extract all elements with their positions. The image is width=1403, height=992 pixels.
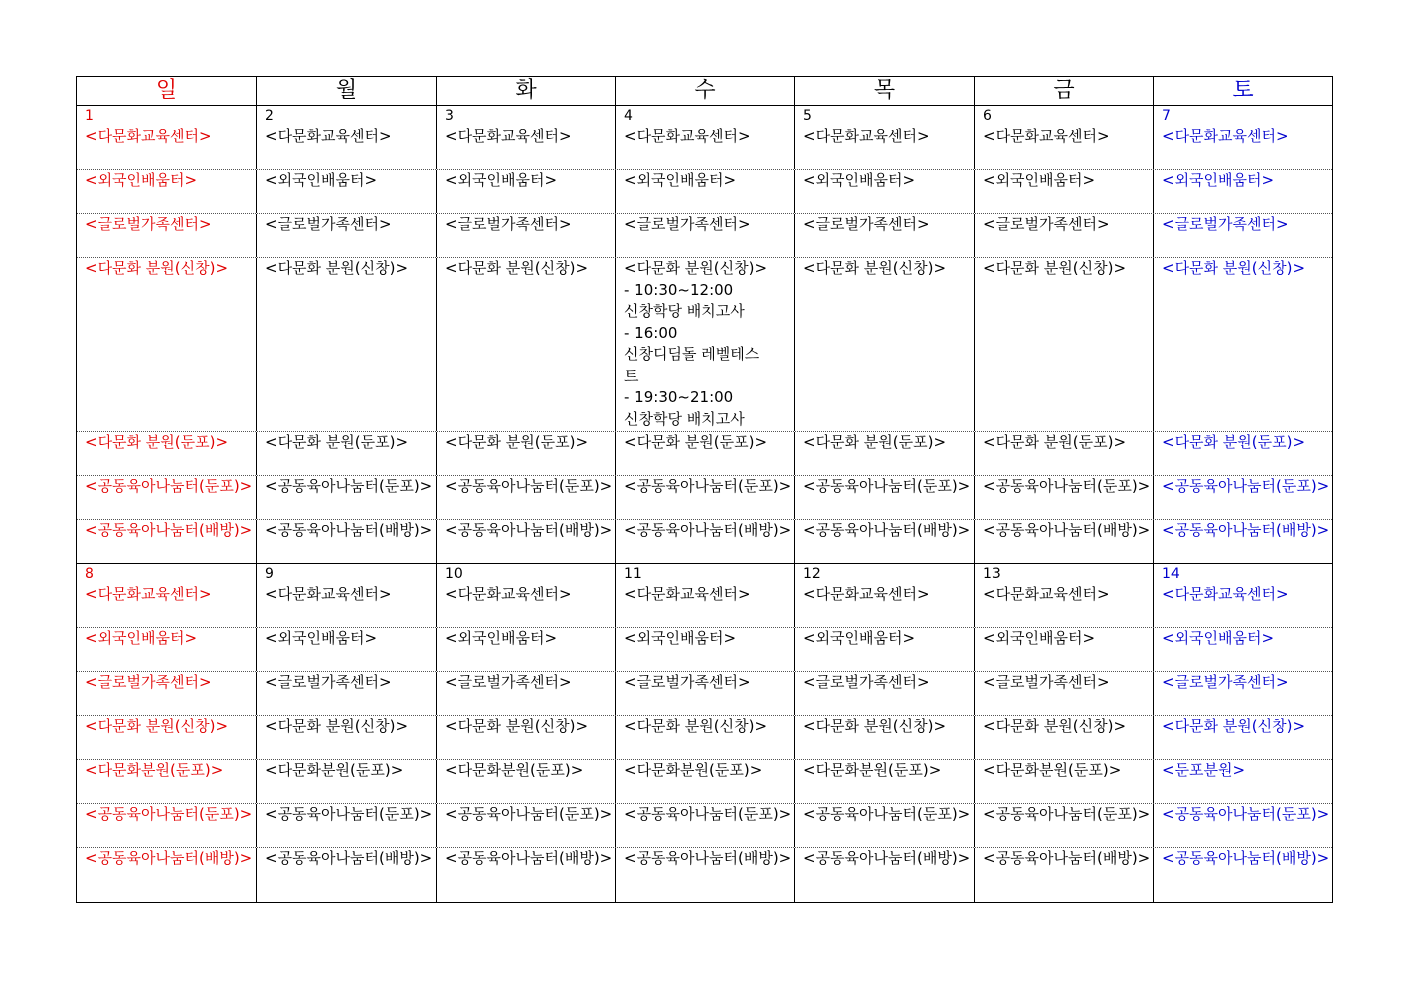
event-cell: <외국인배움터> (616, 170, 795, 213)
week2-event-row (77, 804, 1332, 848)
event-cell: <글로벌가족센터> (257, 672, 437, 715)
week1-event-row (77, 476, 1332, 520)
weekday-tue: 화 (437, 77, 616, 105)
event-cell: <다문화분원(둔포)> (795, 760, 975, 803)
event-cell: <다문화교육센터> (257, 126, 437, 169)
event-cell: <다문화교육센터> (77, 126, 257, 169)
date-cell: 9 (257, 564, 437, 584)
schedule-line: - 10:30~12:00 (624, 280, 734, 299)
event-cell: <글로벌가족센터> (975, 672, 1154, 715)
event-cell: <다문화교육센터> (257, 584, 437, 627)
calendar-table (76, 76, 1333, 903)
schedule-line: 신창학당 배치고사 (624, 302, 745, 320)
event-cell: <글로벌가족센터> (437, 672, 616, 715)
schedule-line: 신창디딤돌 레벨테스 (624, 345, 760, 363)
date-cell: 12 (795, 564, 975, 584)
date-cell: 13 (975, 564, 1154, 584)
event-cell: <다문화교육센터> (795, 584, 975, 627)
event-cell: <다문화 분원(신창)> (616, 716, 795, 759)
week2-event-row (77, 848, 1332, 902)
event-cell: <다문화 분원(신창)> (975, 716, 1154, 759)
event-cell: <다문화분원(둔포)> (257, 760, 437, 803)
weekday-thu: 목 (795, 77, 975, 105)
event-cell: <둔포분원> (1162, 761, 1246, 779)
week2-event-row (77, 584, 1332, 628)
event-cell: <외국인배움터> (975, 170, 1154, 213)
event-cell: <글로벌가족센터> (616, 214, 795, 257)
event-cell: <다문화교육센터> (1162, 127, 1289, 145)
event-cell: <글로벌가족센터> (257, 214, 437, 257)
event-cell: <글로벌가족센터> (975, 214, 1154, 257)
week2-event-row (77, 628, 1332, 672)
event-cell: <외국인배움터> (616, 628, 795, 671)
event-cell: <외국인배움터> (77, 628, 257, 671)
event-cell: <공동육아나눔터(둔포)> (795, 476, 975, 519)
week1-event-row (77, 214, 1332, 258)
event-cell: <글로벌가족센터> (616, 672, 795, 715)
event-cell: <외국인배움터> (257, 628, 437, 671)
event-cell: <다문화 분원(신창)> (77, 258, 257, 431)
event-cell: <공동육아나눔터(배방)> (1162, 849, 1330, 867)
event-cell: <다문화 분원(신창)> (1162, 259, 1306, 277)
event-cell: <다문화 분원(신창)> (77, 716, 257, 759)
event-cell: <공동육아나눔터(배방)> (77, 848, 257, 902)
event-cell: <다문화교육센터> (437, 584, 616, 627)
event-cell: <글로벌가족센터> (1162, 215, 1289, 233)
event-cell: <글로벌가족센터> (437, 214, 616, 257)
event-cell: <공동육아나눔터(둔포)> (975, 476, 1154, 519)
date-cell: 1 (77, 106, 257, 126)
schedule-line: 신창학당 배치고사 (624, 409, 745, 428)
event-cell: <공동육아나눔터(배방)> (437, 848, 616, 902)
event-cell: <외국인배움터> (77, 170, 257, 213)
event-cell: <외국인배움터> (437, 170, 616, 213)
event-cell-with-schedule (616, 258, 795, 431)
date-cell: 6 (975, 106, 1154, 126)
event-cell: <공동육아나눔터(둔포)> (795, 804, 975, 847)
week1-event-row (77, 520, 1332, 564)
event-cell: <다문화 분원(신창)> (975, 258, 1154, 431)
event-cell: <글로벌가족센터> (795, 214, 975, 257)
event-cell: <다문화 분원(둔포)> (616, 432, 795, 475)
event-cell: <공동육아나눔터(배방)> (257, 848, 437, 902)
event-cell: <다문화교육센터> (437, 126, 616, 169)
event-cell: <공동육아나눔터(배방)> (795, 848, 975, 902)
week2-date-row (77, 564, 1332, 584)
event-cell: <공동육아나눔터(둔포)> (616, 476, 795, 519)
event-cell: <다문화분원(둔포)> (437, 760, 616, 803)
date-cell: 5 (795, 106, 975, 126)
date-cell: 10 (437, 564, 616, 584)
event-cell: <다문화교육센터> (77, 584, 257, 627)
date-cell: 2 (257, 106, 437, 126)
event-cell: <글로벌가족센터> (1162, 673, 1289, 691)
event-cell: <공동육아나눔터(배방)> (616, 520, 795, 563)
event-cell: <다문화교육센터> (795, 126, 975, 169)
event-title: <다문화 분원(신창)> (624, 259, 768, 277)
event-cell: <글로벌가족센터> (77, 214, 257, 257)
event-cell: <다문화 분원(신창)> (257, 258, 437, 431)
event-cell: <외국인배움터> (795, 170, 975, 213)
schedule-line: - 19:30~21:00 (624, 388, 734, 406)
event-cell: <다문화분원(둔포)> (975, 760, 1154, 803)
event-cell: <공동육아나눔터(둔포)> (437, 804, 616, 847)
event-cell: <공동육아나눔터(배방)> (975, 520, 1154, 563)
event-cell: <외국인배움터> (1162, 629, 1275, 647)
event-cell: <다문화교육센터> (616, 126, 795, 169)
event-cell: <공동육아나눔터(둔포)> (616, 804, 795, 847)
weekday-fri: 금 (975, 77, 1154, 105)
event-cell: <공동육아나눔터(배방)> (77, 520, 257, 563)
schedule-line: - 16:00 (624, 323, 678, 342)
weekday-wed: 수 (616, 77, 795, 105)
event-cell: <공동육아나눔터(배방)> (616, 848, 795, 902)
event-cell: <외국인배움터> (437, 628, 616, 671)
week1-event-row-sinchang (77, 258, 1332, 432)
weekday-sat: 토 (1232, 78, 1254, 103)
event-cell: <다문화 분원(신창)> (795, 258, 975, 431)
event-cell: <다문화 분원(신창)> (437, 258, 616, 431)
event-cell: <다문화 분원(둔포)> (257, 432, 437, 475)
schedule-line: 트 (624, 366, 639, 385)
weekday-sun: 일 (77, 77, 257, 105)
event-cell: <외국인배움터> (1162, 171, 1275, 189)
event-cell: <다문화 분원(신창)> (437, 716, 616, 759)
event-cell: <다문화 분원(신창)> (795, 716, 975, 759)
weekday-mon: 월 (257, 77, 437, 105)
event-cell: <다문화 분원(둔포)> (437, 432, 616, 475)
week2-event-row (77, 716, 1332, 760)
event-cell: <공동육아나눔터(배방)> (975, 848, 1154, 902)
event-cell: <공동육아나눔터(둔포)> (77, 476, 257, 519)
date-cell: 7 (1162, 108, 1171, 124)
date-cell: 4 (616, 106, 795, 126)
event-cell: <공동육아나눔터(둔포)> (1162, 805, 1330, 823)
week1-event-row (77, 432, 1332, 476)
event-cell: <다문화교육센터> (975, 126, 1154, 169)
event-cell: <다문화 분원(둔포)> (1162, 433, 1306, 451)
event-cell: <공동육아나눔터(배방)> (795, 520, 975, 563)
event-cell: <공동육아나눔터(둔포)> (437, 476, 616, 519)
event-cell: <다문화분원(둔포)> (77, 760, 257, 803)
event-cell: <공동육아나눔터(둔포)> (257, 804, 437, 847)
event-cell: <공동육아나눔터(배방)> (437, 520, 616, 563)
event-cell: <다문화교육센터> (1162, 585, 1289, 603)
event-cell: <공동육아나눔터(둔포)> (257, 476, 437, 519)
week2-event-row (77, 672, 1332, 716)
event-cell: <공동육아나눔터(배방)> (257, 520, 437, 563)
weekday-header-row (77, 77, 1332, 106)
event-cell: <다문화 분원(신창)> (257, 716, 437, 759)
event-cell: <외국인배움터> (257, 170, 437, 213)
event-cell: <외국인배움터> (795, 628, 975, 671)
event-cell: <다문화 분원(둔포)> (77, 432, 257, 475)
event-cell: <글로벌가족센터> (795, 672, 975, 715)
week1-date-row (77, 106, 1332, 126)
event-cell: <공동육아나눔터(둔포)> (77, 804, 257, 847)
event-cell: <글로벌가족센터> (77, 672, 257, 715)
event-cell: <다문화교육센터> (975, 584, 1154, 627)
event-cell: <외국인배움터> (975, 628, 1154, 671)
event-cell: <다문화 분원(둔포)> (795, 432, 975, 475)
event-cell: <공동육아나눔터(배방)> (1162, 521, 1330, 539)
date-cell: 8 (77, 564, 257, 584)
event-cell: <다문화 분원(둔포)> (975, 432, 1154, 475)
date-cell: 3 (437, 106, 616, 126)
event-cell: <다문화 분원(신창)> (1162, 717, 1306, 735)
event-cell: <공동육아나눔터(둔포)> (1162, 477, 1330, 495)
event-cell: <다문화교육센터> (616, 584, 795, 627)
date-cell: 11 (616, 564, 795, 584)
week1-event-row (77, 170, 1332, 214)
week1-event-row (77, 126, 1332, 170)
event-cell: <공동육아나눔터(둔포)> (975, 804, 1154, 847)
event-cell: <다문화분원(둔포)> (616, 760, 795, 803)
date-cell: 14 (1162, 566, 1180, 582)
week2-event-row (77, 760, 1332, 804)
